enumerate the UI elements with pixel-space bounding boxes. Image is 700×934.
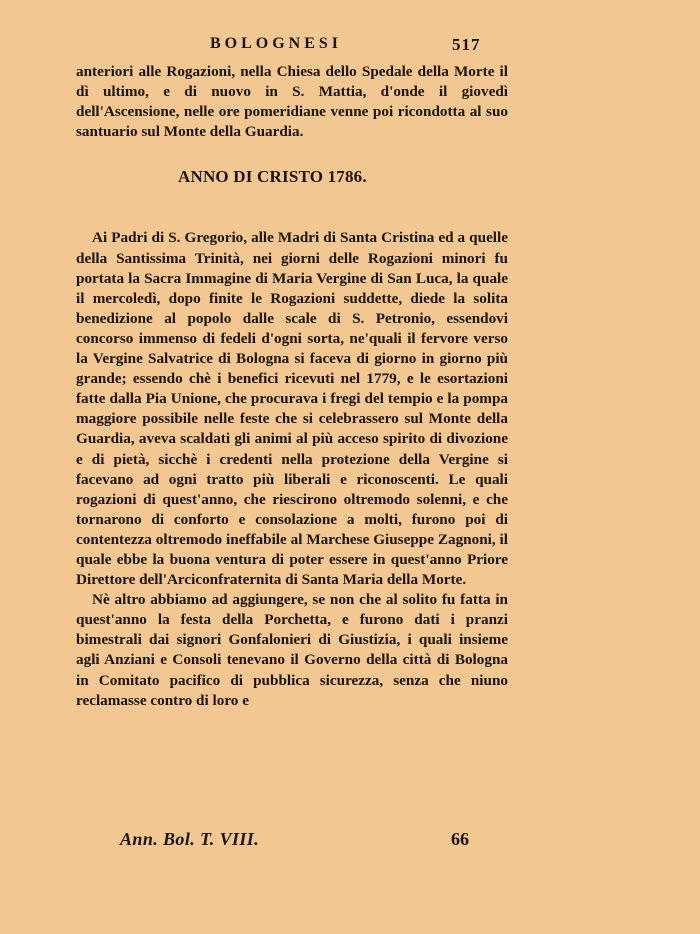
year-heading: ANNO DI CRISTO 1786. <box>178 167 367 187</box>
book-page <box>76 32 508 872</box>
continued-paragraph: anteriori alle Rogazioni, nella Chiesa dello Spedale della Morte il dì ultimo, e di nuovo in S. Mattia, d'onde il giovedì dell'Ascensione, nelle ore pomeridiane venne poi ricondotta al suo santuario sul Monte della Guardia. <box>76 63 508 141</box>
paragraph-one: Ai Padri di S. Gregorio, alle Madri di Santa Cristina ed a quelle della Santissima Trinità, nei giorni delle Rogazioni minori fu portata la Sacra Immagine di Maria Vergine di San Luca, la quale il mercoledì, dopo finite le Rogazioni suddette, diede la solita benedizione al popolo dalle scale di S. Petronio, essendovi concorso immenso di fedeli d'ogni sorta, ne'quali il fervore verso la Vergine Salvatrice di Bologna si faceva di giorno in giorno più grande; essendo chè i benefici ricevuti nel 1779, e le esortazioni fatte dalla Pia Unione, che procurava i fregi del tempio e la pompa maggiore possibile nelle feste che si celebrassero sul Monte della Guardia, aveva scaldati gli animi al più acceso spirito di divozione e di pietà, sicchè i credenti nella protezione della Vergine si facevano ad ogni tratto più liberali e riconoscenti. Le quali rogazioni di quest'anno, che riescirono oltremodo solenni, e che tornarono di conforto e consolazione a molti, furono poi di contentezza oltremodo ineffabile al Marchese Giuseppe Zagnoni, il quale ebbe la buona ventura di poter essere in quest'anno Priore Direttore dell'Arciconfraternita di Santa Maria della Morte. <box>76 229 508 589</box>
running-header <box>76 32 508 62</box>
signature-mark: Ann. Bol. T. VIII. <box>120 829 260 849</box>
page-number: 517 <box>452 35 481 54</box>
running-title: BOLOGNESI <box>210 35 343 52</box>
paragraph-two: Nè altro abbiamo ad aggiungere, se non che al solito fu fatta in quest'anno la festa della Porchetta, e furono dati i pranzi bimestrali dai signori Gonfalonieri di Giustizia, i quali insieme agli Anziani e Consoli tenevano il Governo della città di Bologna in Comitato pacifico di pubblica sicurezza, senza che niuno reclamasse contro di loro e <box>76 591 508 709</box>
body-text <box>76 62 508 711</box>
sheet-number: 66 <box>451 829 469 849</box>
